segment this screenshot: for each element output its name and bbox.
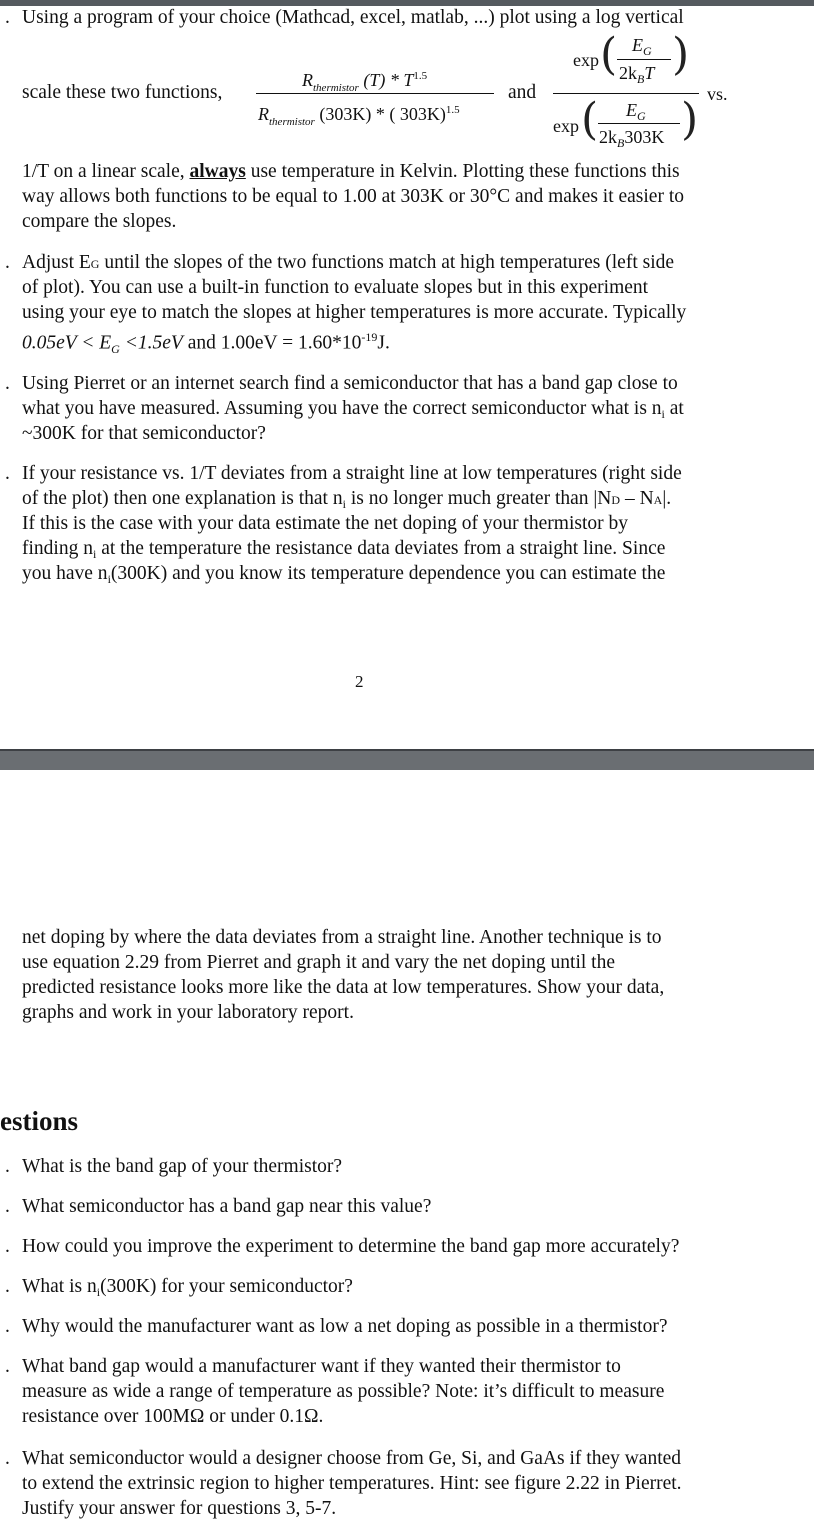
list-bullet: . — [5, 1236, 10, 1257]
question-5: Why would the manufacturer want as low a net doping as possible in a thermistor? — [22, 1316, 668, 1337]
item1-line3: 1/T on a linear scale, always use temperature in Kelvin. Plotting these functions this — [22, 161, 680, 182]
item4-line3: If this is the case with your data estimate the net doping of your thermistor by — [22, 513, 628, 534]
question-7-line3: Justify your answer for questions 3, 5-7. — [22, 1498, 337, 1519]
list-bullet: . — [5, 7, 10, 28]
item4-line5: you have $n_i(300K)$ and you know its temperature dependence you can estimate the — [22, 563, 666, 586]
item1-line1: Using a program of your choice (Mathcad, excel, matlab, ...) plot using a log vertical — [22, 7, 684, 28]
question-2: What semiconductor has a band gap near this value? — [22, 1196, 432, 1217]
questions-heading: estions — [0, 1106, 79, 1136]
continued-line4: graphs and work in your laboratory report. — [22, 1002, 354, 1023]
item2-line1: Adjust EG until the slopes of the two functions match at high temperatures (left side — [22, 252, 675, 273]
list-bullet: . — [5, 1156, 10, 1177]
page-separator — [0, 749, 814, 770]
question-6-line3: resistance over 100MΩ or under 0.1Ω. — [22, 1406, 324, 1427]
list-bullet: . — [5, 1448, 10, 1469]
item1-line4: way allows both functions to be equal to 1.00 at 303K or 30°C and makes it easier to — [22, 186, 685, 207]
question-3: How could you improve the experiment to determine the band gap more accurately? — [22, 1236, 680, 1257]
item4-line1: If your resistance vs. 1/T deviates from a straight line at low temperatures (right side — [22, 463, 682, 484]
list-bullet: . — [5, 373, 10, 394]
item3-line1: Using Pierret or an internet search find a semiconductor that has a band gap close to — [22, 373, 678, 394]
list-bullet: . — [5, 1316, 10, 1337]
question-7-line1: What semiconductor would a designer choose from Ge, Si, and GaAs if they wanted — [22, 1448, 682, 1469]
continued-line3: predicted resistance looks more like the data at low temperatures. Show your data, — [22, 977, 665, 998]
item3-line2: what you have measured. Assuming you have the correct semiconductor what is $n_i$ at — [22, 398, 684, 421]
list-bullet: . — [5, 1276, 10, 1297]
list-bullet: . — [5, 252, 10, 273]
continued-line1: net doping by where the data deviates from a straight line. Another technique is to — [22, 927, 662, 948]
question-4: What is $n_i(300K)$ for your semiconductor? — [22, 1276, 353, 1299]
question-6-line2: measure as wide a range of temperature as possible? Note: it’s difficult to measure — [22, 1381, 665, 1402]
item2-line2: of plot). You can use a built-in function to evaluate slopes but in this experiment — [22, 277, 649, 298]
list-bullet: . — [5, 1356, 10, 1377]
item1-lead: scale these two functions, — [22, 82, 223, 103]
fraction-bar — [256, 93, 494, 94]
item2-line4: $0.05eV < E_G <1.5eV$ and $1.00eV = 1.60*10^{-19}J$. — [22, 330, 390, 356]
item1-line5: compare the slopes. — [22, 211, 177, 232]
fraction-bar — [553, 93, 699, 94]
question-7-line2: to extend the extrinsic region to higher temperatures. Hint: see figure 2.22 in Pierret. — [22, 1473, 682, 1494]
list-bullet: . — [5, 463, 10, 484]
vs-word: vs. — [707, 84, 728, 104]
and-word: and — [508, 82, 537, 103]
item2-line3: using your eye to match the slopes at higher temperatures is more accurate. Typically — [22, 302, 687, 323]
list-bullet: . — [5, 1196, 10, 1217]
item4-line4: finding $n_i$ at the temperature the resistance data deviates from a straight line. Since — [22, 538, 666, 561]
item4-line2: of the plot) then one explanation is that $n_i$ is no longer much greater than |ND – NA|. — [22, 488, 672, 511]
page-number: 2 — [355, 672, 364, 691]
question-1: What is the band gap of your thermistor? — [22, 1156, 343, 1177]
question-6-line1: What band gap would a manufacturer want if they wanted their thermistor to — [22, 1356, 621, 1377]
item3-line3: ~300K for that semiconductor? — [22, 423, 266, 444]
continued-line2: use equation 2.29 from Pierret and graph it and vary the net doping until the — [22, 952, 615, 973]
